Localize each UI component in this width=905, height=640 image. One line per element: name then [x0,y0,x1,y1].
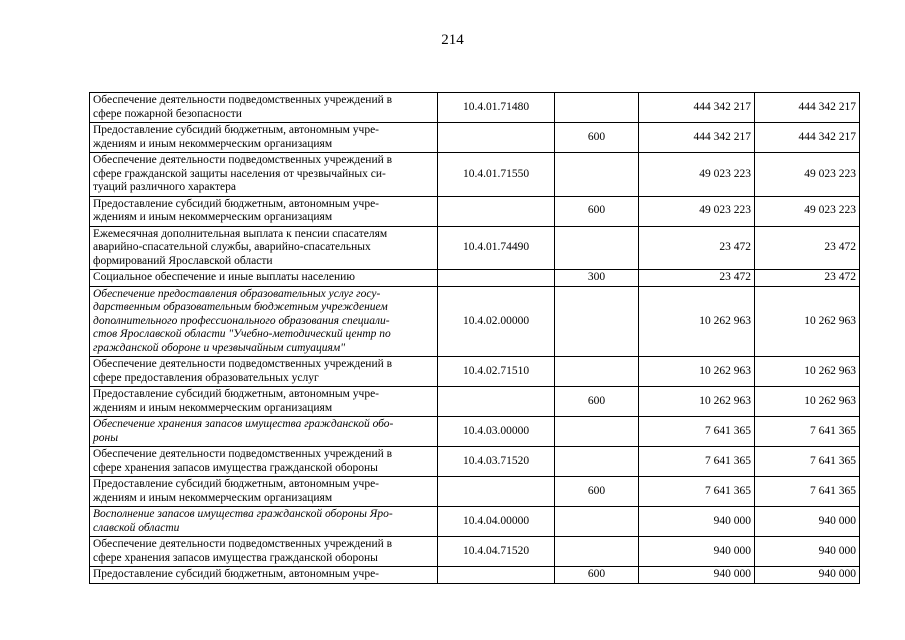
page-number: 214 [441,32,464,48]
row-name-cell [90,286,438,357]
row-sum-1: 23 472 [639,226,755,270]
row-name: Предоставление субсидий бюджетным, автономным учре- [93,568,380,580]
row-sum-1: 23 472 [639,270,755,287]
row-expense-type: 600 [555,387,639,417]
row-name: Предоставление субсидий бюджетным, автономным учре- ждениям и иным некоммерческим организациям [93,388,380,414]
table-row [90,537,860,567]
row-name-cell [90,153,438,197]
row-sum-1: 7 641 365 [639,477,755,507]
row-expense-type [555,537,639,567]
row-name-cell [90,477,438,507]
row-expense-type [555,226,639,270]
row-name: Обеспечение деятельности подведомственных учреждений в сфере хранения запасов имущества гражданской обороны [93,538,393,564]
row-sum-2: 7 641 365 [755,447,860,477]
table-row [90,417,860,447]
table-row [90,153,860,197]
row-name-cell [90,357,438,387]
budget-table-body [90,93,860,584]
row-sum-2: 23 472 [755,226,860,270]
row-sum-2: 940 000 [755,567,860,584]
row-sum-2: 10 262 963 [755,357,860,387]
row-expense-type: 600 [555,477,639,507]
row-code: 10.4.03.71520 [438,447,555,477]
row-sum-1: 10 262 963 [639,357,755,387]
row-sum-2: 940 000 [755,537,860,567]
row-sum-2: 7 641 365 [755,477,860,507]
row-name-cell [90,537,438,567]
row-expense-type: 600 [555,567,639,584]
row-expense-type: 600 [555,123,639,153]
table-row [90,357,860,387]
row-code [438,567,555,584]
row-name-cell [90,567,438,584]
row-sum-1: 10 262 963 [639,387,755,417]
row-expense-type [555,93,639,123]
row-expense-type: 300 [555,270,639,287]
row-name: Обеспечение деятельности подведомственных учреждений в сфере предоставления образовательных услуг [93,358,393,384]
table-row [90,196,860,226]
row-sum-1: 940 000 [639,537,755,567]
row-name-cell [90,507,438,537]
row-code: 10.4.02.00000 [438,286,555,357]
row-expense-type [555,417,639,447]
table-row [90,387,860,417]
row-sum-1: 444 342 217 [639,123,755,153]
row-name: Обеспечение деятельности подведомственных учреждений в сфере гражданской защиты населения от чрезвычайных си- туаций различного характера [93,154,393,193]
row-name: Восполнение запасов имущества гражданской обороны Яро- славской области [93,508,393,534]
row-expense-type [555,153,639,197]
row-code: 10.4.01.74490 [438,226,555,270]
row-sum-2: 444 342 217 [755,93,860,123]
row-sum-2: 23 472 [755,270,860,287]
row-code [438,123,555,153]
table-row [90,286,860,357]
row-code: 10.4.04.71520 [438,537,555,567]
row-code: 10.4.01.71480 [438,93,555,123]
row-name-cell [90,93,438,123]
row-code: 10.4.02.71510 [438,357,555,387]
row-sum-2: 10 262 963 [755,286,860,357]
row-name: Обеспечение предоставления образовательных услуг госу- дарственным образовательным бюджетным учреждением дополнительного профессионального образования специали- стов Ярославской области "Учебно-методический центр по гражданской обороне и чрезвычайным ситуациям" [93,287,391,354]
row-name: Ежемесячная дополнительная выплата к пенсии спасателям аварийно-спасательной службы, аварийно-спасательных формирований Ярославской области [93,227,388,267]
table-row [90,123,860,153]
row-name: Предоставление субсидий бюджетным, автономным учре- ждениям и иным некоммерческим организациям [93,124,380,150]
row-code: 10.4.03.00000 [438,417,555,447]
row-sum-2: 49 023 223 [755,196,860,226]
row-sum-2: 7 641 365 [755,417,860,447]
row-name-cell [90,123,438,153]
row-name: Социальное обеспечение и иные выплаты населению [93,271,355,283]
row-code: 10.4.01.71550 [438,153,555,197]
table-row [90,567,860,584]
row-expense-type [555,286,639,357]
row-sum-1: 940 000 [639,507,755,537]
row-name-cell [90,417,438,447]
row-name: Обеспечение хранения запасов имущества гражданской обо- роны [93,418,394,444]
row-expense-type [555,507,639,537]
table-row [90,93,860,123]
row-code [438,270,555,287]
row-expense-type [555,447,639,477]
row-sum-1: 7 641 365 [639,447,755,477]
row-name: Предоставление субсидий бюджетным, автономным учре- ждениям и иным некоммерческим организациям [93,197,380,223]
row-sum-2: 10 262 963 [755,387,860,417]
row-sum-1: 444 342 217 [639,93,755,123]
row-code: 10.4.04.00000 [438,507,555,537]
row-name: Предоставление субсидий бюджетным, автономным учре- ждениям и иным некоммерческим организациям [93,478,380,504]
row-sum-1: 940 000 [639,567,755,584]
row-code [438,477,555,507]
row-name: Обеспечение деятельности подведомственных учреждений в сфере пожарной безопасности [93,94,393,120]
row-name: Обеспечение деятельности подведомственных учреждений в сфере хранения запасов имущества гражданской обороны [93,448,393,474]
row-code [438,387,555,417]
row-expense-type: 600 [555,196,639,226]
row-sum-2: 940 000 [755,507,860,537]
row-sum-2: 49 023 223 [755,153,860,197]
table-row [90,270,860,287]
row-name-cell [90,196,438,226]
row-code [438,196,555,226]
row-name-cell [90,270,438,287]
table-row [90,226,860,270]
table-row [90,507,860,537]
row-name-cell [90,226,438,270]
table-row [90,447,860,477]
row-sum-2: 444 342 217 [755,123,860,153]
row-name-cell [90,387,438,417]
row-expense-type [555,357,639,387]
row-name-cell [90,447,438,477]
row-sum-1: 49 023 223 [639,153,755,197]
table-row [90,477,860,507]
row-sum-1: 10 262 963 [639,286,755,357]
row-sum-1: 7 641 365 [639,417,755,447]
row-sum-1: 49 023 223 [639,196,755,226]
budget-table [89,92,860,584]
